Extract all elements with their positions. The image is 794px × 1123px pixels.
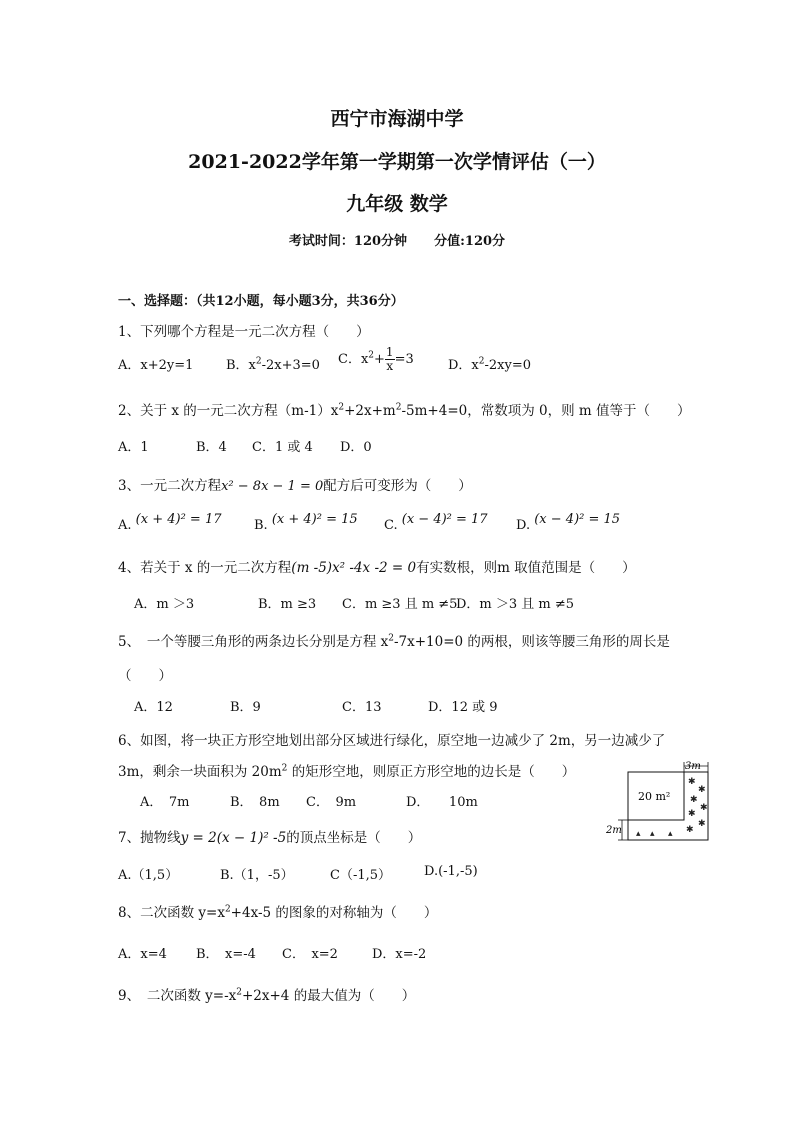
q5-option-c: C．13 (342, 700, 382, 715)
svg-text:✱: ✱ (698, 785, 706, 795)
q7-option-d: D.(-1,-5) (424, 864, 478, 879)
q9-stem: 9、 二次函数 $y=-x^2+2x+4$ 的最大值为（ ） (118, 987, 416, 1004)
svg-text:✱: ✱ (686, 825, 694, 835)
q8-option-d: D．x=-2 (372, 947, 427, 962)
exam-time: 考试时间：120分钟 (288, 234, 408, 249)
svg-text:▴: ▴ (668, 829, 673, 839)
svg-text:✱: ✱ (688, 809, 696, 819)
exam-title: 2021-2022学年第一学期第一次学情评估（一） (188, 151, 606, 173)
q3-option-d: D. (x − 4)² = 15 (516, 512, 621, 533)
q5-option-a: A．12 (134, 700, 173, 715)
q3-option-a: A. (x + 4)² = 17 (118, 512, 222, 533)
exam-score: 分值:120分 (434, 234, 506, 249)
subject-title: 九年级 数学 (346, 193, 448, 215)
q5-stem: 5、 一个等腰三角形的两条边长分别是方程 $x^2-7x+10=0$ 的两根，则该等腰三角形的周长是 (118, 633, 670, 650)
q2-option-d: D．0 (340, 440, 372, 455)
q6-line1: 6、如图，将一块正方形空地划出部分区域进行绿化，原空地一边减少了 2m，另一边减少了 (118, 733, 666, 749)
q8-option-c: C． x=2 (282, 947, 338, 962)
fig-left-label: 2m (606, 825, 622, 836)
fig-area-label: 20 m² (638, 790, 671, 803)
q1-stem: 1、下列哪个方程是一元二次方程（ ） (118, 324, 370, 340)
q8-option-b: B． x=-4 (196, 947, 256, 962)
section-title: 一、选择题：（共12小题，每小题3分，共36分） (118, 294, 404, 309)
q6-option-b: B． 8m (230, 795, 280, 810)
q7-option-a: A.（1,5） (118, 868, 179, 883)
q3-option-c: C. (x − 4)² = 17 (384, 512, 488, 533)
q1-option-a: A．x+2y=1 (118, 358, 194, 373)
q3-option-b: B. (x + 4)² = 15 (254, 512, 358, 533)
vegetation-marks (636, 777, 708, 839)
svg-text:✱: ✱ (700, 803, 708, 813)
q8-option-a: A．x=4 (118, 947, 167, 962)
q7-option-b: B.（1，-5） (220, 868, 294, 883)
q6-line2: 3m，剩余一块面积为 $20m^2$ 的矩形空地，则原正方形空地的边长是（ ） (118, 763, 576, 780)
q4-option-c: C．m ≥3 且 m ≠5 (342, 597, 458, 612)
q5-option-b: B．9 (230, 700, 261, 715)
q6-figure (606, 758, 726, 846)
q8-stem: 8、二次函数 $y=x^2+4x-5$ 的图象的对称轴为（ ） (118, 904, 438, 921)
svg-text:✱: ✱ (688, 777, 696, 787)
q2-option-a: A．1 (118, 440, 149, 455)
q7-stem: 7、抛物线y = 2(x − 1)² -5的顶点坐标是（ ） (118, 830, 422, 846)
svg-text:▴: ▴ (636, 829, 641, 839)
q4-option-a: A．m ＞3 (134, 597, 195, 612)
q3-stem: 3、一元二次方程x² − 8x − 1 = 0配方后可变形为（ ） (118, 478, 472, 494)
q2-option-c: C．1 或 4 (252, 440, 313, 455)
q5-option-d: D．12 或 9 (428, 700, 498, 715)
exam-info (0, 230, 794, 249)
svg-text:▴: ▴ (650, 829, 655, 839)
q4-option-d: D．m ＞3 且 m ≠5 (456, 597, 575, 612)
q7-option-c: C（-1,5） (330, 868, 392, 883)
fig-top-label: 3m (685, 761, 701, 772)
q6-option-a: A． 7m (140, 795, 190, 810)
q1-option-b: B．$x^2-2x+3=0$ (226, 356, 320, 373)
q4-option-b: B．m ≥3 (258, 597, 317, 612)
q2-stem: 2、关于 x 的一元二次方程$(m-1)x^2+2x+m^2-5m+4=0$，常数项为 0，则 m 值等于（ ） (118, 402, 691, 419)
q4-stem: 4、若关于 x 的一元二次方程(m -5)x² -4x -2 = 0有实数根，则m 取值范围是（ ） (118, 560, 636, 576)
q1-option-d: D．$x^2-2xy=0$ (448, 356, 532, 373)
q6-option-c: C． 9m (306, 795, 357, 810)
q6-option-d: D． 10m (406, 795, 478, 810)
q2-option-b: B．4 (196, 440, 227, 455)
q1-option-c: C．$x^2+$ $\frac{1}{x}$ =3 (338, 345, 414, 373)
svg-text:✱: ✱ (690, 795, 698, 805)
fraction: $\frac{1}{x}$ (385, 345, 394, 373)
school-title: 西宁市海湖中学 (330, 108, 464, 130)
svg-text:✱: ✱ (698, 819, 706, 829)
q5-stem-line2: （ ） (118, 668, 172, 684)
